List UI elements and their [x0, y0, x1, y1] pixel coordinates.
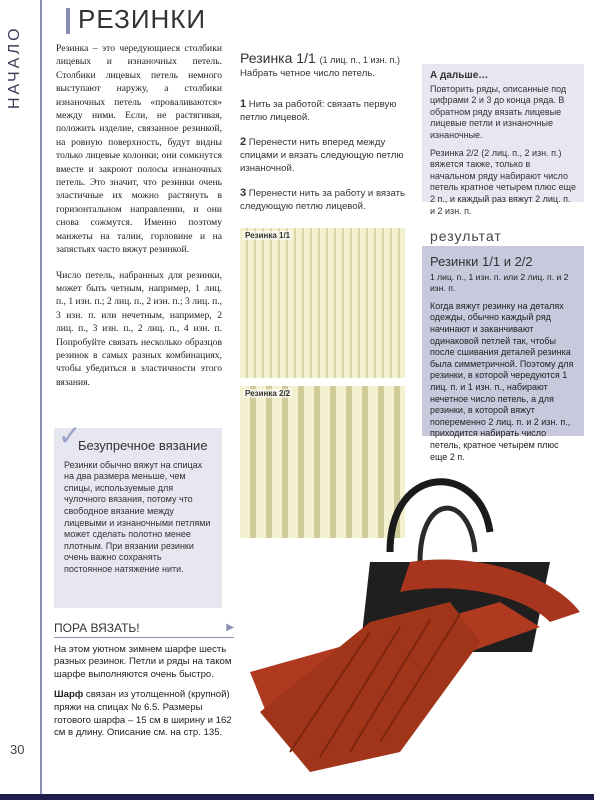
further-title: А дальше…	[430, 70, 489, 81]
rib11-step-1	[240, 98, 412, 124]
knit-time-paragraph-1: На этом уютном зимнем шарфе шесть разных резинок. Петли и ряды на таком шарфе выполняются очень быстро.	[54, 643, 232, 680]
tip-title: Безупречное вязание	[78, 438, 208, 453]
rib11-title-note: (1 лиц. п., 1 изн. п.)	[319, 55, 400, 65]
sidebar-rule	[40, 0, 42, 800]
swatch-label-rib11: Резинка 1/1	[245, 231, 291, 240]
tip-box	[54, 420, 222, 608]
title-accent-bar	[66, 8, 70, 34]
swatch-label-rib22: Резинка 2/2	[245, 389, 291, 398]
page-title: РЕЗИНКИ	[78, 4, 207, 34]
step-number: 2	[240, 136, 247, 148]
scarf-text: связан из утолщенной (крупной) пряжи на спицах № 6.5. Размеры готового шарфа – 15 см в ширину и 162 см в длину. Описание см. на стр. 135.	[54, 689, 232, 739]
intro-paragraph-1: Резинка – это чередующиеся столбики лицевых и изнаночных петель. Столбики лицевых петель немного выступают наружу, а столбики изнаночных петель «проваливаются» между ними. Если, не растягивая, положить изделие, связанное резинкой, на ровную поверхность, будут видны только лицевые колонки; они сомкнутся вместе и закроют полосы изнаночных петель. Это значит, что резинки очень эластичные их можно растянуть в горизонтальном направлении, и они снова сожмутся. Именно поэтому манжеты на талии, горловине и на запястьях часто вяжут резинкой.	[56, 43, 222, 256]
result-box	[422, 246, 584, 462]
knit-time-title: ПОРА ВЯЗАТЬ!	[54, 621, 140, 635]
step-text: Перенести нить вперед между спицами и вязать следующую петлю изнаночной.	[240, 137, 404, 174]
swatch-image-rib11	[240, 228, 405, 378]
bottom-strip	[0, 794, 594, 800]
page-number: 30	[10, 742, 25, 757]
rib11-title	[240, 52, 412, 67]
rib11-subtitle: Набрать четное число петель.	[240, 68, 375, 79]
section-label: НАЧАЛО	[6, 25, 23, 109]
result-subtitle: 1 лиц. п., 1 изн. п. или 2 лиц. п. и 2 изн. п.	[430, 271, 569, 294]
rib11-title-text: Резинка 1/1	[240, 50, 316, 66]
rib11-instructions	[240, 52, 412, 225]
rib11-step-3	[240, 187, 412, 213]
arrow-right-icon: ▶	[226, 622, 234, 633]
tip-body: Резинки обычно вяжут на спицах на два размера меньше, чем спицы, используемые для чулочного вязания, потому что свободное вязание между лицевыми и изнаночными петлями может сделать полотно менее плотным. При вязании резинки очень важно сохранять постоянное натяжение нити.	[64, 459, 211, 574]
result-title: Резинки 1/1 и 2/2	[430, 254, 533, 269]
rib11-step-2	[240, 136, 412, 175]
intro-column	[56, 42, 222, 401]
further-paragraph-2: Резинка 2/2 (2 лиц. п., 2 изн. п.) вяжется также, только в начальном ряду набирают число петель кратное четырем плюс еще 2 п., и каждый раз вяжут 2 лиц. п. и 2 изн. п.	[430, 147, 576, 216]
scarf-bag-photo	[250, 452, 586, 782]
result-label: результат	[430, 228, 502, 244]
intro-paragraph-2: Число петель, набранных для резинки, может быть четным, например, 1 лиц. п., 1 изн. п.; 2 лиц. п., 2 изн. п.; 3 лиц. п., 3 изн. п. или нечетным, например, 2 лиц. п., 3 изн. п., 2 лиц. п., 4 изн. п. Попробуйте связать несколько образцов резинок в самых разных комбинациях, чтобы убедиться в эластичности этого вязания.	[56, 269, 222, 388]
knit-time-block	[54, 622, 234, 748]
step-text: Перенести нить за работу и вязать следующую петлю лицевой.	[240, 188, 406, 212]
result-body: Когда вяжут резинку на деталях одежды, обычно каждый ряд начинают и заканчивают одинаковой петлей так, чтобы после сшивания деталей резинка была симметричной. Поэтому для резинки, в которой чередуются 1 лиц. п. и 1 изн. п., набирают нечетное число петель, а для резинки, в которой вяжут попеременно 2 лиц. п. и 2 изн. п., приходится набирать число петель, кратное четырем плюс еще 2 п.	[430, 300, 574, 462]
sidebar	[0, 0, 46, 800]
knit-time-header	[54, 622, 234, 638]
further-paragraph-1: Повторить ряды, описанные под цифрами 2 и 3 до конца ряда. В обратном ряду вязать лицевые лицевые петли и изнаночные изнаночные.	[430, 83, 567, 140]
step-text: Нить за работой: связать первую петлю лицевой.	[240, 99, 397, 123]
step-number: 1	[240, 98, 247, 110]
checkmark-icon: ✓	[58, 420, 82, 451]
further-box	[422, 64, 584, 216]
step-number: 3	[240, 187, 247, 199]
scarf-label: Шарф	[54, 689, 84, 701]
knit-time-paragraph-2	[54, 689, 234, 739]
